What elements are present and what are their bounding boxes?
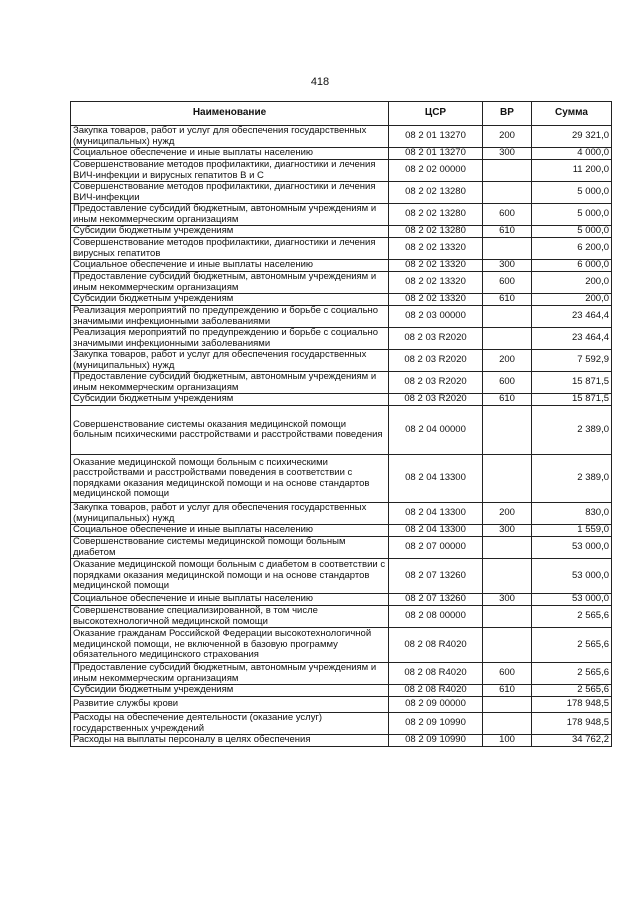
cell-sum: 5 000,0 bbox=[532, 226, 612, 238]
cell-name: Совершенствование системы оказания медицинской помощи больным психическими расстройствами и расстройствами поведения bbox=[71, 406, 389, 455]
cell-csr: 08 2 09 10990 bbox=[389, 735, 483, 747]
cell-sum: 830,0 bbox=[532, 503, 612, 525]
cell-name: Социальное обеспечение и иные выплаты населению bbox=[71, 594, 389, 606]
cell-vr bbox=[483, 713, 532, 735]
cell-csr: 08 2 08 00000 bbox=[389, 606, 483, 628]
cell-sum: 2 565,6 bbox=[532, 685, 612, 697]
cell-vr bbox=[483, 697, 532, 713]
table-row bbox=[71, 455, 612, 503]
cell-vr: 610 bbox=[483, 226, 532, 238]
cell-csr: 08 2 07 00000 bbox=[389, 537, 483, 559]
table-header-row bbox=[71, 102, 612, 126]
cell-csr: 08 2 02 13320 bbox=[389, 294, 483, 306]
cell-vr: 600 bbox=[483, 272, 532, 294]
cell-sum: 11 200,0 bbox=[532, 160, 612, 182]
table-row bbox=[71, 294, 612, 306]
cell-csr: 08 2 03 R2020 bbox=[389, 372, 483, 394]
table-row bbox=[71, 126, 612, 148]
table-row bbox=[71, 606, 612, 628]
cell-csr: 08 2 02 13320 bbox=[389, 272, 483, 294]
cell-sum: 2 389,0 bbox=[532, 455, 612, 503]
cell-sum: 7 592,9 bbox=[532, 350, 612, 372]
table-row bbox=[71, 148, 612, 160]
cell-vr: 100 bbox=[483, 735, 532, 747]
cell-name: Совершенствование специализированной, в том числе высокотехнологичной медицинской помощи bbox=[71, 606, 389, 628]
cell-csr: 08 2 04 13300 bbox=[389, 525, 483, 537]
cell-csr: 08 2 01 13270 bbox=[389, 148, 483, 160]
cell-sum: 2 565,6 bbox=[532, 606, 612, 628]
cell-csr: 08 2 02 13280 bbox=[389, 226, 483, 238]
cell-sum: 178 948,5 bbox=[532, 713, 612, 735]
cell-name: Совершенствование методов профилактики, диагностики и лечения вирусных гепатитов bbox=[71, 238, 389, 260]
cell-csr: 08 2 09 00000 bbox=[389, 697, 483, 713]
cell-name: Предоставление субсидий бюджетным, автономным учреждениям и иным некоммерческим организациям bbox=[71, 204, 389, 226]
cell-vr: 610 bbox=[483, 294, 532, 306]
cell-name: Развитие службы крови bbox=[71, 697, 389, 713]
cell-csr: 08 2 04 13300 bbox=[389, 503, 483, 525]
cell-vr bbox=[483, 406, 532, 455]
table-row bbox=[71, 559, 612, 594]
header-sum: Сумма bbox=[532, 102, 612, 126]
cell-csr: 08 2 01 13270 bbox=[389, 126, 483, 148]
cell-csr: 08 2 03 R2020 bbox=[389, 394, 483, 406]
cell-vr: 200 bbox=[483, 350, 532, 372]
cell-name: Оказание медицинской помощи больным с диабетом в соответствии с порядками оказания медицинской помощи и на основе стандартов медицинской помощи bbox=[71, 559, 389, 594]
table-row bbox=[71, 182, 612, 204]
cell-csr: 08 2 03 R2020 bbox=[389, 350, 483, 372]
table-row bbox=[71, 697, 612, 713]
cell-csr: 08 2 08 R4020 bbox=[389, 663, 483, 685]
cell-sum: 200,0 bbox=[532, 272, 612, 294]
table-row bbox=[71, 272, 612, 294]
cell-vr: 600 bbox=[483, 204, 532, 226]
cell-vr: 200 bbox=[483, 126, 532, 148]
cell-vr: 300 bbox=[483, 260, 532, 272]
cell-vr: 300 bbox=[483, 525, 532, 537]
cell-sum: 23 464,4 bbox=[532, 306, 612, 328]
table-body bbox=[71, 126, 612, 747]
page-number: 418 bbox=[310, 76, 330, 88]
table-row bbox=[71, 663, 612, 685]
cell-name: Субсидии бюджетным учреждениям bbox=[71, 685, 389, 697]
table-row bbox=[71, 160, 612, 182]
cell-csr: 08 2 07 13260 bbox=[389, 559, 483, 594]
table-row bbox=[71, 685, 612, 697]
table-row bbox=[71, 735, 612, 747]
cell-vr bbox=[483, 455, 532, 503]
cell-name: Закупка товаров, работ и услуг для обеспечения государственных (муниципальных) нужд bbox=[71, 350, 389, 372]
cell-sum: 23 464,4 bbox=[532, 328, 612, 350]
table-row bbox=[71, 372, 612, 394]
cell-csr: 08 2 08 R4020 bbox=[389, 628, 483, 663]
cell-sum: 53 000,0 bbox=[532, 594, 612, 606]
cell-name: Оказание медицинской помощи больным с психическими расстройствами и расстройствами поведения в соответствии с порядками оказания медицинской помощи и на основе стандартов медицинской помощи bbox=[71, 455, 389, 503]
cell-csr: 08 2 04 00000 bbox=[389, 406, 483, 455]
cell-vr: 610 bbox=[483, 394, 532, 406]
cell-csr: 08 2 03 R2020 bbox=[389, 328, 483, 350]
cell-sum: 53 000,0 bbox=[532, 559, 612, 594]
cell-vr: 600 bbox=[483, 663, 532, 685]
cell-csr: 08 2 02 13280 bbox=[389, 182, 483, 204]
cell-csr: 08 2 02 00000 bbox=[389, 160, 483, 182]
cell-vr: 300 bbox=[483, 594, 532, 606]
cell-sum: 6 200,0 bbox=[532, 238, 612, 260]
header-vr: ВР bbox=[483, 102, 532, 126]
cell-sum: 2 389,0 bbox=[532, 406, 612, 455]
table-row bbox=[71, 226, 612, 238]
budget-table bbox=[70, 101, 612, 747]
cell-sum: 34 762,2 bbox=[532, 735, 612, 747]
cell-name: Предоставление субсидий бюджетным, автономным учреждениям и иным некоммерческим организациям bbox=[71, 272, 389, 294]
cell-name: Закупка товаров, работ и услуг для обеспечения государственных (муниципальных) нужд bbox=[71, 503, 389, 525]
cell-sum: 29 321,0 bbox=[532, 126, 612, 148]
table-row bbox=[71, 306, 612, 328]
table-row bbox=[71, 238, 612, 260]
cell-name: Предоставление субсидий бюджетным, автономным учреждениям и иным некоммерческим организациям bbox=[71, 663, 389, 685]
cell-name: Предоставление субсидий бюджетным, автономным учреждениям и иным некоммерческим организациям bbox=[71, 372, 389, 394]
cell-sum: 5 000,0 bbox=[532, 204, 612, 226]
cell-csr: 08 2 02 13280 bbox=[389, 204, 483, 226]
header-csr: ЦСР bbox=[389, 102, 483, 126]
cell-name: Закупка товаров, работ и услуг для обеспечения государственных (муниципальных) нужд bbox=[71, 126, 389, 148]
table-row bbox=[71, 525, 612, 537]
cell-name: Субсидии бюджетным учреждениям bbox=[71, 394, 389, 406]
cell-csr: 08 2 07 13260 bbox=[389, 594, 483, 606]
cell-vr bbox=[483, 559, 532, 594]
cell-name: Расходы на выплаты персоналу в целях обеспечения bbox=[71, 735, 389, 747]
cell-name: Социальное обеспечение и иные выплаты населению bbox=[71, 148, 389, 160]
cell-name: Субсидии бюджетным учреждениям bbox=[71, 294, 389, 306]
cell-sum: 200,0 bbox=[532, 294, 612, 306]
cell-sum: 6 000,0 bbox=[532, 260, 612, 272]
table-row bbox=[71, 394, 612, 406]
cell-sum: 15 871,5 bbox=[532, 372, 612, 394]
cell-sum: 53 000,0 bbox=[532, 537, 612, 559]
cell-csr: 08 2 09 10990 bbox=[389, 713, 483, 735]
cell-name: Расходы на обеспечение деятельности (оказание услуг) государственных учреждений bbox=[71, 713, 389, 735]
cell-name: Совершенствование методов профилактики, диагностики и лечения ВИЧ-инфекции и вирусных гепатитов В и С bbox=[71, 160, 389, 182]
cell-sum: 15 871,5 bbox=[532, 394, 612, 406]
table-row bbox=[71, 503, 612, 525]
cell-csr: 08 2 08 R4020 bbox=[389, 685, 483, 697]
cell-name: Совершенствование системы медицинской помощи больным диабетом bbox=[71, 537, 389, 559]
cell-name: Социальное обеспечение и иные выплаты населению bbox=[71, 260, 389, 272]
cell-name: Совершенствование методов профилактики, диагностики и лечения ВИЧ-инфекции bbox=[71, 182, 389, 204]
table-row bbox=[71, 713, 612, 735]
table-row bbox=[71, 594, 612, 606]
cell-sum: 1 559,0 bbox=[532, 525, 612, 537]
cell-sum: 178 948,5 bbox=[532, 697, 612, 713]
cell-sum: 5 000,0 bbox=[532, 182, 612, 204]
cell-name: Оказание гражданам Российской Федерации высокотехнологичной медицинской помощи, не включенной в базовую программу обязательного медицинского страхования bbox=[71, 628, 389, 663]
table-row bbox=[71, 406, 612, 455]
cell-vr bbox=[483, 328, 532, 350]
cell-vr: 610 bbox=[483, 685, 532, 697]
cell-vr bbox=[483, 628, 532, 663]
cell-name: Социальное обеспечение и иные выплаты населению bbox=[71, 525, 389, 537]
cell-vr: 300 bbox=[483, 148, 532, 160]
cell-csr: 08 2 02 13320 bbox=[389, 260, 483, 272]
cell-vr bbox=[483, 537, 532, 559]
cell-vr: 600 bbox=[483, 372, 532, 394]
table-row bbox=[71, 537, 612, 559]
cell-csr: 08 2 03 00000 bbox=[389, 306, 483, 328]
table-row bbox=[71, 260, 612, 272]
cell-vr bbox=[483, 182, 532, 204]
cell-sum: 4 000,0 bbox=[532, 148, 612, 160]
cell-name: Реализация мероприятий по предупреждению и борьбе с социально значимыми инфекционными заболеваниями bbox=[71, 328, 389, 350]
table-row bbox=[71, 204, 612, 226]
cell-name: Субсидии бюджетным учреждениям bbox=[71, 226, 389, 238]
header-name: Наименование bbox=[71, 102, 389, 126]
cell-vr bbox=[483, 160, 532, 182]
table-row bbox=[71, 350, 612, 372]
cell-vr bbox=[483, 238, 532, 260]
cell-csr: 08 2 02 13320 bbox=[389, 238, 483, 260]
cell-csr: 08 2 04 13300 bbox=[389, 455, 483, 503]
table-row bbox=[71, 328, 612, 350]
cell-sum: 2 565,6 bbox=[532, 663, 612, 685]
cell-vr bbox=[483, 306, 532, 328]
cell-name: Реализация мероприятий по предупреждению и борьбе с социально значимыми инфекционными заболеваниями bbox=[71, 306, 389, 328]
table-row bbox=[71, 628, 612, 663]
cell-sum: 2 565,6 bbox=[532, 628, 612, 663]
cell-vr bbox=[483, 606, 532, 628]
cell-vr: 200 bbox=[483, 503, 532, 525]
